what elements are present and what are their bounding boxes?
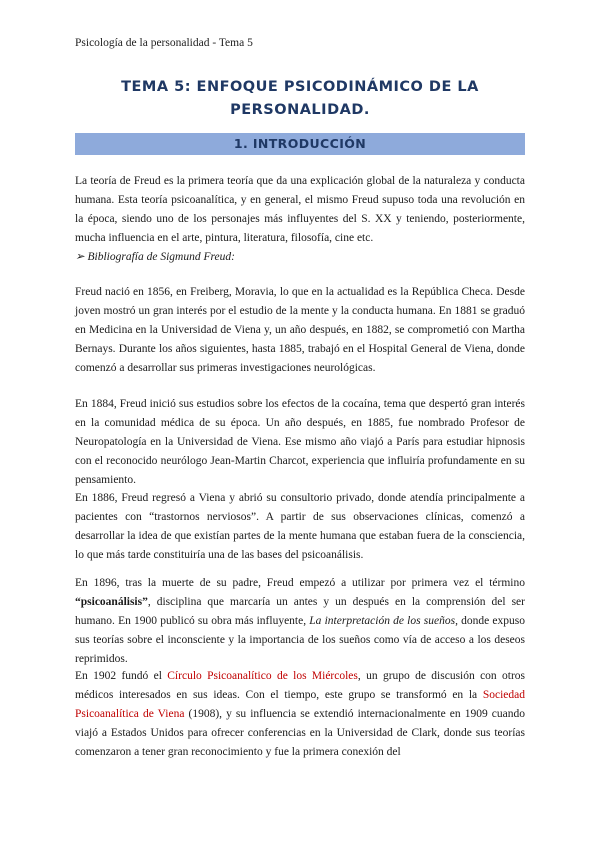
text-run: , un grupo de discusión con otros médicos interesados en sus ideas. Con el tiempo, este grupo se transformó en la xyxy=(75,670,526,701)
text-run: , disciplina que marcaría un antes y un después en la comprensión del ser humano. En 1900 publicó su obra más influyente, xyxy=(75,596,525,627)
book-title: La interpretación de los sueños xyxy=(309,615,456,627)
page-title: TEMA 5: ENFOQUE PSICODINÁMICO DE LA PERSONALIDAD. xyxy=(121,79,479,118)
paragraph-cocaine: En 1884, Freud inició sus estudios sobre los efectos de la cocaína, tema que despertó gran interés en la comunidad médica de su época. Un año después, en 1885, fue nombrado Profesor de Neuropatología en la Universidad de Viena. Ese mismo año viajó a París para estudiar hipnosis con el reconocido neurólogo Jean-Martin Charcot, experiencia que influiría profundamente en su pensamiento. xyxy=(75,398,525,486)
paragraph-private-practice: En 1886, Freud regresó a Viena y abrió su consultorio privado, donde atendía principalmente a pacientes con “trastornos nerviosos”. A partir de sus observaciones clínicas, comenzó a desarrollar la idea de que existían partes de la mente humana que estaban fuera de la consciencia, lo que más tarde constituiría una de las bases del psicoanálisis. xyxy=(75,492,525,561)
paragraph-intro: La teoría de Freud es la primera teoría que da una explicación global de la naturaleza y conducta humana. Esta teoría psicoanalítica, y en general, el mismo Freud supuso toda una revolución en la época, siendo uno de los personajes más influyentes del S. XX y teniendo, posteriormente, mucha influencia en el arte, pintura, literatura, filosofía, cine etc. xyxy=(75,175,525,244)
highlight-sociedad: Sociedad Psicoanalítica de Viena xyxy=(75,689,525,720)
running-header: Psicología de la personalidad - Tema 5 xyxy=(75,37,253,49)
paragraph-psychoanalysis xyxy=(75,574,525,669)
subheading-biography: ➢ Bibliografía de Sigmund Freud: xyxy=(75,251,235,263)
text-run: (1908), y su influencia se extendió internacionalmente en 1909 cuando viajó a Estados Unidos para ofrecer conferencias en la Universidad de Clark, donde sus teorías comenzaron a tener gran reconocimiento y fue la primera conexión del xyxy=(75,708,525,758)
paragraph-birth: Freud nació en 1856, en Freiberg, Moravia, lo que en la actualidad es la República Checa. Desde joven mostró un gran interés por el estudio de la mente y la conducta humana. En 1881 se graduó en Medicina en la Universidad de Viena y, un año después, en 1882, se comprometió con Martha Bernays. Durante los años siguientes, hasta 1885, trabajó en el Hospital General de Viena, donde comenzó a desarrollar sus primeras investigaciones neurológicas. xyxy=(75,286,525,374)
term-psicoanalisis: “psicoanálisis” xyxy=(75,596,148,608)
section-heading: 1. INTRODUCCIÓN xyxy=(75,133,525,155)
highlight-circulo: Círculo Psicoanalítico de los Miércoles xyxy=(167,670,358,682)
text-run: , donde expuso sus teorías sobre el inconsciente y la importancia de los sueños como vía de acceso a los deseos reprimidos. xyxy=(75,615,525,665)
text-run: En 1896, tras la muerte de su padre, Freud empezó a utilizar por primera vez el término xyxy=(75,577,525,589)
text-run: En 1902 fundó el xyxy=(75,670,168,682)
paragraph-wednesday-circle xyxy=(75,667,525,762)
